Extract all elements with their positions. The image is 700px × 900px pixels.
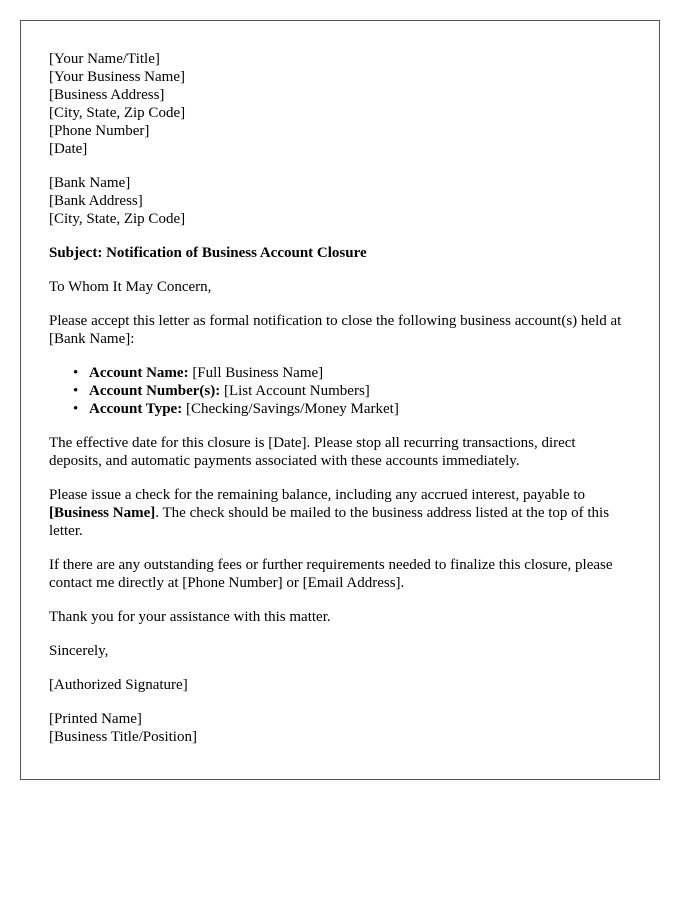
account-type-label: Account Type: [89,401,183,417]
sender-city-state-zip: [City, State, Zip Code] [49,105,186,121]
subject-line: Subject: Notification of Business Account Closure [49,245,367,261]
business-title: [Business Title/Position] [49,729,197,745]
balance-payee: [Business Name] [49,505,156,521]
balance-text-after: . The check should be mailed to the business address listed at the top of this letter. [49,505,610,539]
thanks-paragraph: Thank you for your assistance with this matter. [49,609,331,625]
recipient-city-state-zip: [City, State, Zip Code] [49,211,186,227]
account-type-value: [Checking/Savings/Money Market] [182,401,399,417]
effective-date-paragraph: The effective date for this closure is [Date]. Please stop all recurring transactions, direct deposits, and automatic payments associated with these accounts immediately. [49,435,576,469]
balance-paragraph [49,486,631,540]
contact-paragraph: If there are any outstanding fees or further requirements needed to finalize this closure, please contact me directly at [Phone Number] or [Email Address]. [49,557,613,591]
sender-business-name: [Your Business Name] [49,69,185,85]
sender-block [49,50,631,158]
printed-name-block [49,710,631,746]
letter [20,20,660,780]
account-name-label: Account Name: [89,365,189,381]
sender-business-address: [Business Address] [49,87,165,103]
intro-paragraph: Please accept this letter as formal notification to close the following business account(s) held at [Bank Name]: [49,313,622,347]
account-type-item [89,400,631,418]
account-name-value: [Full Business Name] [188,365,324,381]
salutation: To Whom It May Concern, [49,279,212,295]
closing: Sincerely, [49,643,109,659]
account-name-item [89,364,631,382]
sender-date: [Date] [49,141,88,157]
account-details-list [49,364,631,418]
sender-name-title: [Your Name/Title] [49,51,160,67]
sender-phone: [Phone Number] [49,123,150,139]
account-number-item [89,382,631,400]
signature-placeholder: [Authorized Signature] [49,677,188,693]
balance-text-before: Please issue a check for the remaining balance, including any accrued interest, payable to [49,487,586,503]
recipient-bank-address: [Bank Address] [49,193,143,209]
account-number-value: [List Account Numbers] [220,383,370,399]
account-number-label: Account Number(s): [89,383,221,399]
printed-name: [Printed Name] [49,711,142,727]
recipient-bank-name: [Bank Name] [49,175,131,191]
recipient-block [49,174,631,228]
